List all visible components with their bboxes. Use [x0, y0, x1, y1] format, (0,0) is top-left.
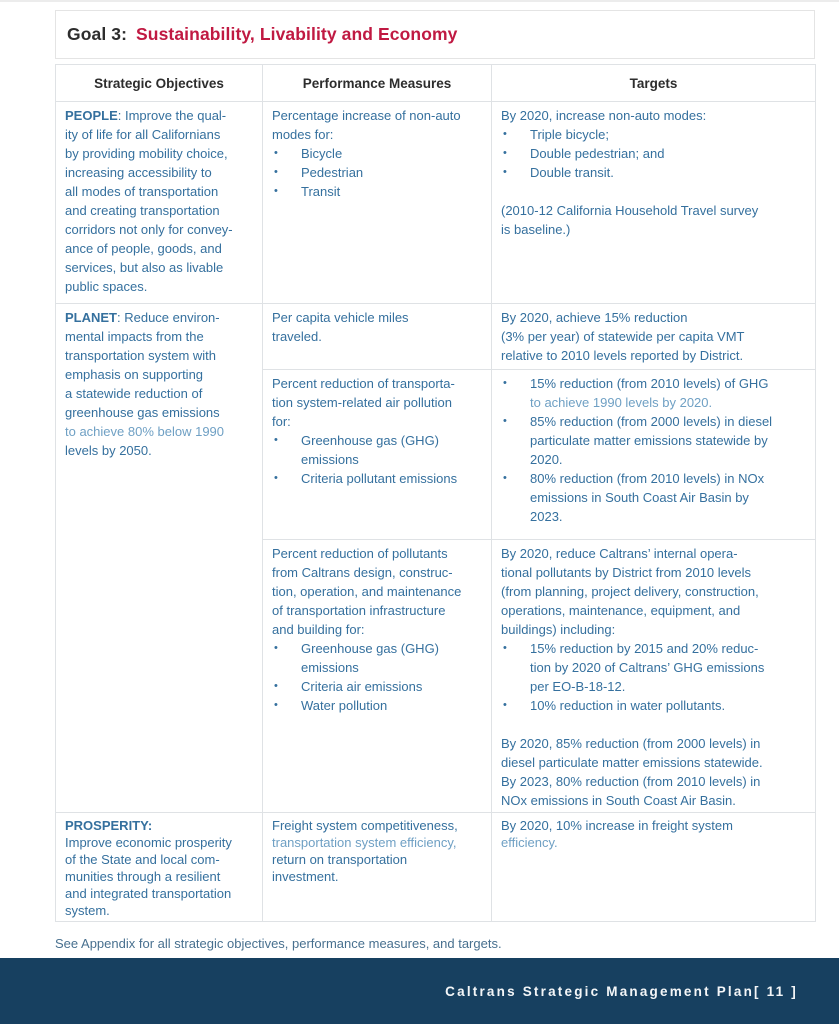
text-segment: 10% reduction in water pollutants.	[530, 698, 726, 713]
bullet-item	[272, 677, 483, 696]
goal-title-box	[55, 10, 815, 59]
text-segment: of the State and local com-	[65, 852, 220, 867]
goal-table-body	[56, 102, 816, 922]
bullet-item	[272, 431, 483, 469]
text-segment: Criteria pollutant emissions	[301, 471, 458, 486]
text-segment: to achieve 1990 levels by 2020.	[530, 395, 713, 410]
text-segment: particulate matter emissions statewide by	[530, 433, 768, 448]
people-measures-cell	[263, 102, 492, 304]
bullet-text	[301, 431, 483, 469]
goal-title: Sustainability, Livability and Economy	[136, 24, 458, 44]
text-segment: Greenhouse gas (GHG)	[301, 433, 440, 448]
paragraph	[272, 106, 483, 144]
prosperity-measures-cell	[263, 813, 492, 922]
text-segment: munities through a resilient	[65, 869, 221, 884]
text-segment: for:	[272, 414, 291, 429]
bullet-text	[530, 163, 807, 182]
bullet-icon: •	[274, 642, 278, 654]
bullet-item	[501, 696, 807, 715]
text-segment: emissions in South Coast Air Basin by	[530, 490, 749, 505]
bullet-item	[272, 182, 483, 201]
text-segment: : Improve the qual-	[117, 108, 227, 123]
paragraph	[65, 817, 254, 919]
goal-heading	[67, 24, 458, 45]
paragraph	[65, 106, 254, 296]
text-segment: (2010-12 California Household Travel survey	[501, 203, 759, 218]
text-segment: tion, operation, and maintenance	[272, 584, 462, 599]
text-segment: Water pollution	[301, 698, 388, 713]
table-header-row	[56, 65, 816, 102]
bullet-icon: •	[274, 699, 278, 711]
text-segment: : Reduce environ-	[117, 310, 220, 325]
bullet-icon: •	[503, 166, 507, 178]
text-segment: relative to 2010 levels reported by District.	[501, 348, 744, 363]
text-segment: 2020.	[530, 452, 563, 467]
goal-number: Goal 3:	[67, 24, 128, 44]
text-segment: Percentage increase of non-auto	[272, 108, 461, 123]
text-segment: Percent reduction of transporta-	[272, 376, 455, 391]
bullet-icon: •	[274, 434, 278, 446]
bullet-text	[301, 696, 483, 715]
bullet-text	[530, 696, 807, 715]
text-segment: corridors not only for convey-	[65, 222, 233, 237]
text-segment: PLANET	[65, 310, 117, 325]
text-segment: is baseline.)	[501, 222, 571, 237]
bullet-item	[272, 163, 483, 182]
column-header-strategic-objectives: Strategic Objectives	[56, 65, 263, 102]
text-segment: traveled.	[272, 329, 322, 344]
planet-operations-measures-cell	[263, 540, 492, 813]
text-segment: Greenhouse gas (GHG)	[301, 641, 440, 656]
text-segment: operations, maintenance, equipment, and	[501, 603, 741, 618]
bullet-text	[530, 125, 807, 144]
column-header-targets: Targets	[492, 65, 816, 102]
planet-air-pollution-measures-cell	[263, 370, 492, 540]
text-segment: Triple bicycle;	[530, 127, 609, 142]
text-segment: modes for:	[272, 127, 334, 142]
text-segment: Transit	[301, 184, 341, 199]
text-segment: per EO-B-18-12.	[530, 679, 626, 694]
text-segment: Criteria air emissions	[301, 679, 423, 694]
planet-objective-cell	[56, 304, 263, 813]
text-segment: to achieve 80% below 1990	[65, 424, 225, 439]
prosperity-objective-cell	[56, 813, 263, 922]
goal-table	[55, 64, 816, 922]
text-segment: and building for:	[272, 622, 365, 637]
text-segment: tional pollutants by District from 2010 levels	[501, 565, 752, 580]
text-segment: Double transit.	[530, 165, 614, 180]
text-segment: emissions	[301, 660, 359, 675]
text-segment: ance of people, goods, and	[65, 241, 222, 256]
text-segment: (from planning, project delivery, construction,	[501, 584, 759, 599]
text-segment: emissions	[301, 452, 359, 467]
text-segment: Bicycle	[301, 146, 343, 161]
bullet-list	[501, 639, 807, 715]
bullet-item	[501, 639, 807, 696]
table-row-prosperity	[56, 813, 816, 922]
text-segment: emphasis on supporting	[65, 367, 204, 382]
planet-operations-targets-cell	[492, 540, 816, 813]
text-segment: Double pedestrian; and	[530, 146, 665, 161]
paragraph	[501, 817, 807, 851]
bullet-item	[272, 696, 483, 715]
text-segment: 2023.	[530, 509, 563, 524]
text-segment: tion by 2020 of Caltrans’ GHG emissions	[530, 660, 765, 675]
bullet-text	[301, 182, 483, 201]
bullet-item	[272, 144, 483, 163]
bullet-icon: •	[503, 415, 507, 427]
planet-air-pollution-targets-cell	[492, 370, 816, 540]
bullet-icon: •	[274, 680, 278, 692]
bullet-text	[301, 469, 483, 488]
bullet-icon: •	[274, 185, 278, 197]
text-segment: By 2020, reduce Caltrans’ internal opera-	[501, 546, 738, 561]
text-segment: levels by 2050.	[65, 443, 152, 458]
page-footer-bar	[0, 958, 839, 1024]
bullet-icon: •	[503, 128, 507, 140]
text-segment: 80% reduction (from 2010 levels) in NOx	[530, 471, 765, 486]
bullet-text	[530, 469, 807, 526]
text-segment: By 2020, 10% increase in freight system	[501, 818, 733, 833]
text-segment: diesel particulate matter emissions statewide.	[501, 755, 763, 770]
bullet-text	[301, 677, 483, 696]
bullet-item	[501, 144, 807, 163]
text-segment: By 2023, 80% reduction (from 2010 levels) in	[501, 774, 761, 789]
paragraph	[501, 544, 807, 639]
planet-targets-cell	[492, 304, 816, 370]
paragraph	[501, 106, 807, 125]
bullet-icon: •	[503, 642, 507, 654]
text-segment: ity of life for all Californians	[65, 127, 221, 142]
table-row-planet	[56, 304, 816, 370]
bullet-icon: •	[274, 472, 278, 484]
text-segment: PROSPERITY:	[65, 818, 153, 833]
bullet-text	[301, 163, 483, 182]
text-segment: mental impacts from the	[65, 329, 204, 344]
text-segment: increasing accessibility to	[65, 165, 212, 180]
appendix-note: See Appendix for all strategic objectives, performance measures, and targets.	[55, 936, 502, 951]
text-segment: Pedestrian	[301, 165, 364, 180]
text-segment: efficiency.	[501, 835, 558, 850]
text-segment: 15% reduction (from 2010 levels) of GHG	[530, 376, 769, 391]
text-segment: greenhouse gas emissions	[65, 405, 220, 420]
prosperity-targets-cell	[492, 813, 816, 922]
bullet-item	[272, 469, 483, 488]
text-segment: by providing mobility choice,	[65, 146, 228, 161]
bullet-text	[530, 144, 807, 163]
paragraph	[501, 308, 807, 365]
text-segment: 85% reduction (from 2000 levels) in diesel	[530, 414, 773, 429]
text-segment: and creating transportation	[65, 203, 220, 218]
paragraph	[272, 817, 483, 885]
paragraph	[272, 374, 483, 431]
bullet-icon: •	[503, 147, 507, 159]
bullet-list	[272, 639, 483, 715]
text-segment: By 2020, increase non-auto modes:	[501, 108, 707, 123]
text-segment: Freight system competitiveness,	[272, 818, 458, 833]
table-row-people	[56, 102, 816, 304]
text-segment: Percent reduction of pollutants	[272, 546, 448, 561]
bullet-icon: •	[274, 147, 278, 159]
bullet-icon: •	[503, 472, 507, 484]
text-segment: transportation system efficiency,	[272, 835, 457, 850]
text-segment: investment.	[272, 869, 339, 884]
page-content	[55, 10, 815, 951]
bullet-icon: •	[503, 377, 507, 389]
bullet-list	[272, 144, 483, 201]
bullet-text	[530, 374, 807, 412]
bullet-item	[501, 469, 807, 526]
text-segment: tion system-related air pollution	[272, 395, 452, 410]
bullet-list	[272, 431, 483, 488]
bullet-text	[301, 144, 483, 163]
bullet-item	[501, 412, 807, 469]
paragraph	[272, 308, 483, 346]
paragraph	[65, 308, 254, 460]
text-segment: By 2020, 85% reduction (from 2000 levels) in	[501, 736, 761, 751]
bullet-item	[501, 163, 807, 182]
text-segment: of transportation infrastructure	[272, 603, 446, 618]
bullet-text	[530, 412, 807, 469]
bullet-list	[501, 374, 807, 526]
paragraph	[272, 544, 483, 639]
people-targets-cell	[492, 102, 816, 304]
text-segment: system.	[65, 903, 110, 918]
text-segment: buildings) including:	[501, 622, 616, 637]
bullet-list	[501, 125, 807, 182]
text-segment: PEOPLE	[65, 108, 118, 123]
text-segment: (3% per year) of statewide per capita VMT	[501, 329, 745, 344]
text-segment: services, but also as livable	[65, 260, 224, 275]
text-segment: 15% reduction by 2015 and 20% reduc-	[530, 641, 759, 656]
bullet-text	[301, 639, 483, 677]
paragraph	[501, 734, 807, 810]
planet-measures-cell	[263, 304, 492, 370]
text-segment: public spaces.	[65, 279, 148, 294]
people-objective-cell	[56, 102, 263, 304]
text-segment: Improve economic prosperity	[65, 835, 232, 850]
text-segment: NOx emissions in South Coast Air Basin.	[501, 793, 736, 808]
bullet-item	[501, 125, 807, 144]
bullet-text	[530, 639, 807, 696]
paragraph	[501, 201, 807, 239]
text-segment: By 2020, achieve 15% reduction	[501, 310, 688, 325]
footer-title-and-page-number: Caltrans Strategic Management Plan[ 11 ]	[445, 983, 798, 999]
bullet-icon: •	[503, 699, 507, 711]
text-segment: transportation system with	[65, 348, 217, 363]
text-segment: all modes of transportation	[65, 184, 219, 199]
bullet-item	[501, 374, 807, 412]
bullet-item	[272, 639, 483, 677]
text-segment: and integrated transportation	[65, 886, 232, 901]
column-header-performance-measures: Performance Measures	[263, 65, 492, 102]
bullet-icon: •	[274, 166, 278, 178]
text-segment: Per capita vehicle miles	[272, 310, 409, 325]
text-segment: return on transportation	[272, 852, 408, 867]
text-segment: a statewide reduction of	[65, 386, 203, 401]
text-segment: from Caltrans design, construc-	[272, 565, 453, 580]
